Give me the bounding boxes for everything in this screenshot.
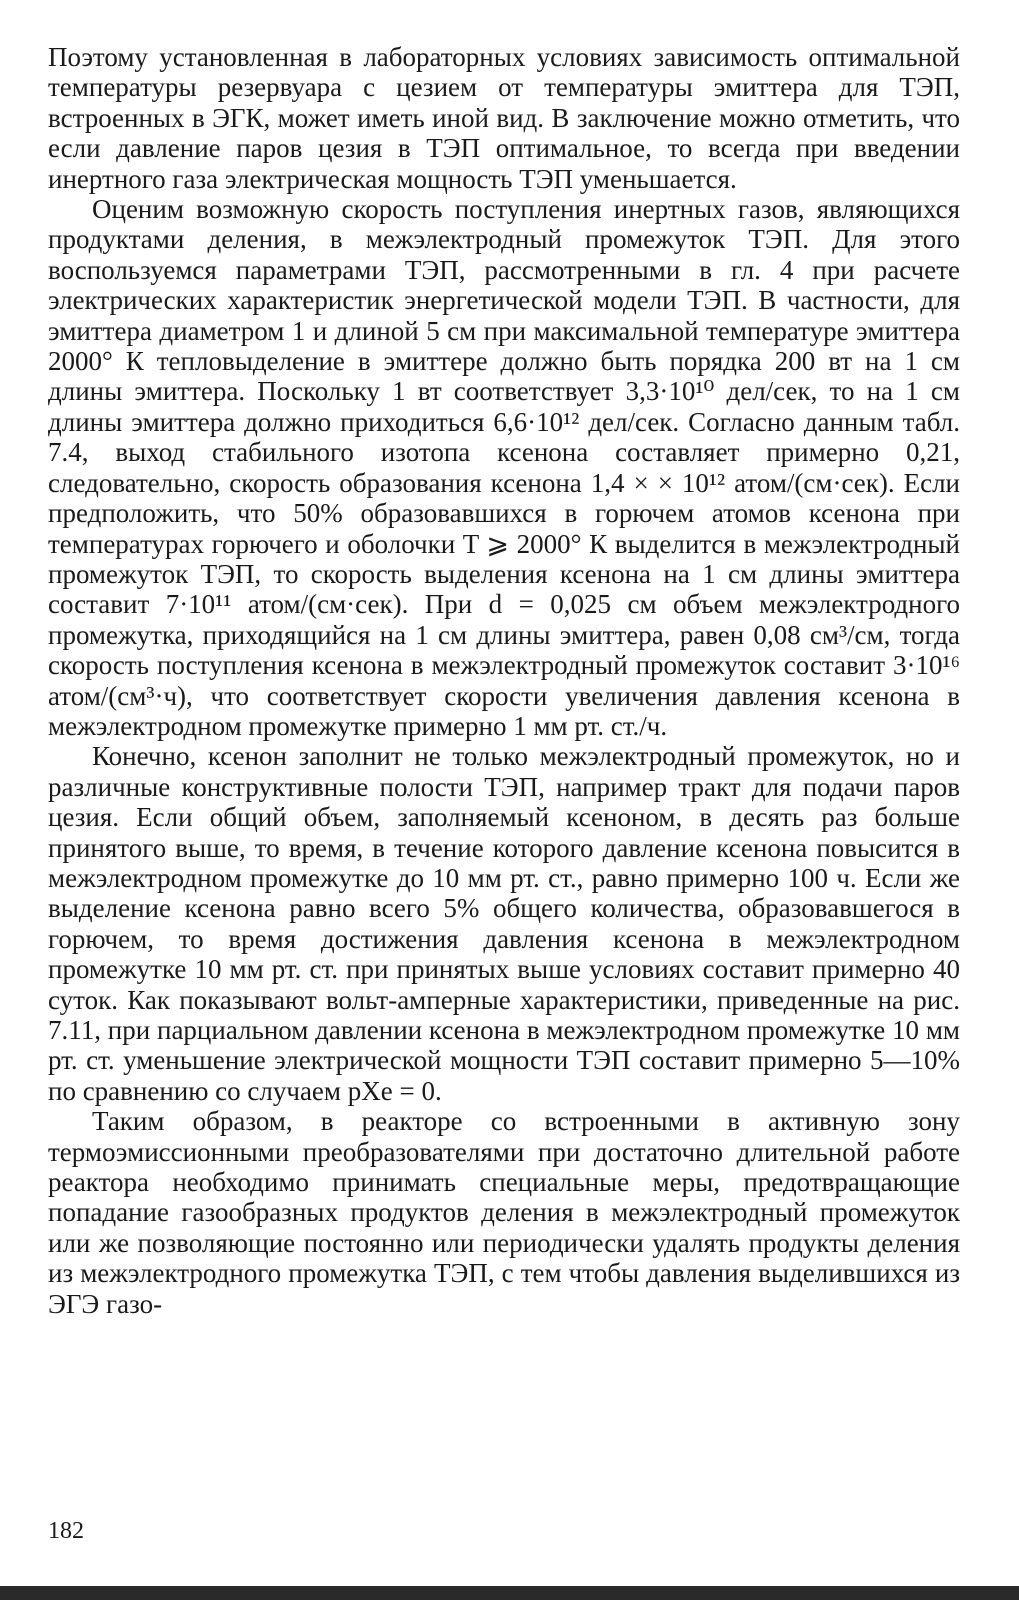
paragraph-3: Конечно, ксенон заполнит не только межэлектродный промежуток, но и различные конструктивные полости ТЭП, например тракт для подачи паров цезия. Если общий объем, заполняемый ксеноном, в десять раз больше принятого выше, то время, в течение которого давление ксенона повысится в межэлектродном промежутке до 10 мм рт. ст., равно примерно 100 ч. Если же выделение ксенона равно всего 5% общего количества, образовавшегося в горючем, то время достижения давления ксенона в межэлектродном промежутке 10 мм рт. ст. при принятых выше условиях составит примерно 40 суток. Как показывают вольт-амперные характеристики, приведенные на рис. 7.11, при парциальном давлении ксенона в межэлектродном промежутке 10 мм рт. ст. уменьшение электрической мощности ТЭП составит примерно 5—10% по сравнению со случаем pXe = 0. <box>48 741 960 1106</box>
paragraph-1: Поэтому установленная в лабораторных условиях зависимость оптимальной температуры резервуара с цезием от температуры эмиттера для ТЭП, встроенных в ЭГК, может иметь иной вид. В заключение можно отметить, что если давление паров цезия в ТЭП оптимальное, то всегда при введении инертного газа электрическая мощность ТЭП уменьшается. <box>48 42 960 194</box>
paragraph-4: Таким образом, в реакторе со встроенными в активную зону термоэмиссионными преобразователями при достаточно длительной работе реактора необходимо принимать специальные меры, предотвращающие попадание газообразных продуктов деления в межэлектродный промежуток или же позволяющие постоянно или периодически удалять продукты деления из межэлектродного промежутка ТЭП, с тем чтобы давления выделившихся из ЭГЭ газо- <box>48 1106 960 1319</box>
page-body <box>48 42 960 1319</box>
page-number: 182 <box>48 1518 84 1544</box>
paragraph-2: Оценим возможную скорость поступления инертных газов, являющихся продуктами деления, в межэлектродный промежуток ТЭП. Для этого воспользуемся параметрами ТЭП, рассмотренными в гл. 4 при расчете электрических характеристик энергетической модели ТЭП. В частности, для эмиттера диаметром 1 и длиной 5 см при максимальной температуре эмиттера 2000° К тепловыделение в эмиттере должно быть порядка 200 вт на 1 см длины эмиттера. Поскольку 1 вт соответствует 3,3·10¹⁰ дел/сек, то на 1 см длины эмиттера должно приходиться 6,6·10¹² дел/сек. Согласно данным табл. 7.4, выход стабильного изотопа ксенона составляет примерно 0,21, следовательно, скорость образования ксенона 1,4 × × 10¹² атом/(см·сек). Если предположить, что 50% образовавшихся в горючем атомов ксенона при температурах горючего и оболочки T ⩾ 2000° К выделится в межэлектродный промежуток ТЭП, то скорость выделения ксенона на 1 см длины эмиттера составит 7·10¹¹ атом/(см·сек). При d = 0,025 см объем межэлектродного промежутка, приходящийся на 1 см длины эмиттера, равен 0,08 см³/см, тогда скорость поступления ксенона в межэлектродный промежуток составит 3·10¹⁶ атом/(см³·ч), что соответствует скорости увеличения давления ксенона в межэлектродном промежутке примерно 1 мм рт. ст./ч. <box>48 194 960 741</box>
page-bottom-edge <box>0 1586 1019 1600</box>
